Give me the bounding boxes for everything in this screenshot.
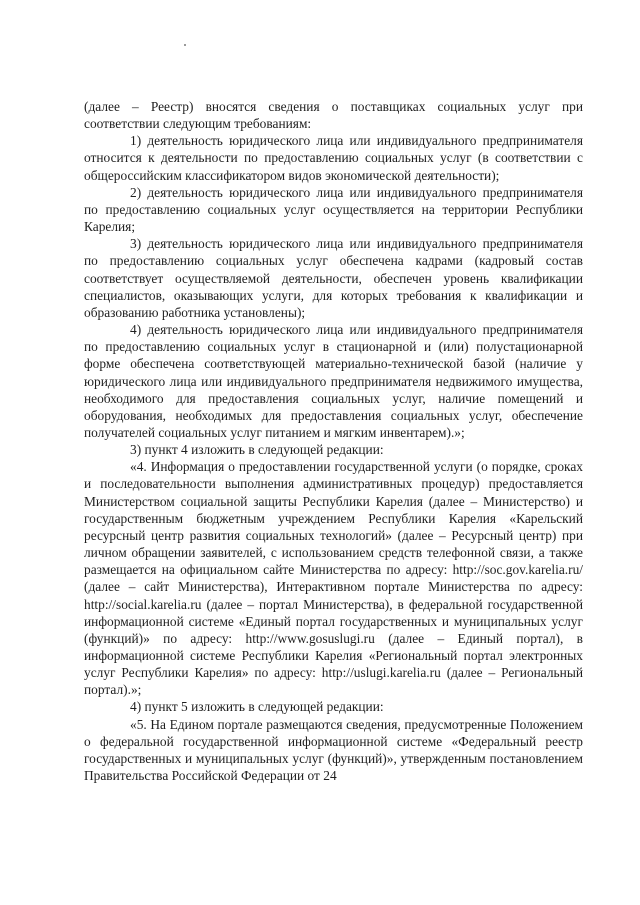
document-text bbox=[84, 98, 583, 784]
amendment-item-3: 3) пункт 4 изложить в следующей редакции: bbox=[130, 442, 384, 458]
amendment-item-4: 4) пункт 5 изложить в следующей редакции: bbox=[130, 699, 384, 715]
paragraph-registry-intro: (далее – Реестр) вносятся сведения о поставщиках социальных услуг при соответствии следующим требованиям: bbox=[84, 99, 583, 132]
clause-5-text: «5. На Едином портале размещаются сведения, предусмотренные Положением о федеральной государственной информационной системе «Федеральный реестр государственных и муниципальных услуг (функций)», утвержденным постановлением Правительства Российской Федерации от 24 bbox=[84, 716, 583, 784]
requirement-3: 3) деятельность юридического лица или индивидуального предпринимателя по предоставлению социальных услуг обеспечена кадрами (кадровый состав соответствует осуществляемой деятельности, обеспечен уровень квалификации специалистов, оказывающих услуги, для которых требования к квалификации и образованию работника установлены); bbox=[84, 236, 583, 320]
clause-4-text: «4. Информация о предоставлении государственной услуги (о порядке, сроках и последовательности выполнения административных процедур) предоставляется Министерством социальной защиты Республики Карелия (далее – Министерство) и государственным бюджетным учреждением Республики Карелия «Карельский ресурсный центр развития социальных технологий» (далее – Ресурсный центр) при личном обращении заявителей, с использованием средств телефонной связи, а также размещается на официальном сайте Министерства по адресу: http://soc.gov.karelia.ru/ (далее – сайт Министерства), Интерактивном портале Министерства по адресу: http://social.karelia.ru (далее – портал Министерства), в федеральной государственной информационной системе «Единый портал государственных и муниципальных услуг (функций)» по адресу: http://www.gosuslugi.ru (далее – Единый портал), в информационной системе Республики Карелия «Региональный портал электронных услуг Республики Карелия» по адресу: http://uslugi.karelia.ru (далее – Региональный портал).»; bbox=[84, 459, 583, 698]
requirement-2: 2) деятельность юридического лица или индивидуального предпринимателя по предоставлению социальных услуг осуществляется на территории Республики Карелия; bbox=[84, 184, 583, 235]
requirement-1: 1) деятельность юридического лица или индивидуального предпринимателя относится к деятельности по предоставлению социальных услуг (в соответствии с общероссийским классификатором видов экономической деятельности); bbox=[84, 133, 583, 183]
requirement-4: 4) деятельность юридического лица или индивидуального предпринимателя по предоставлению социальных услуг в стационарной и (или) полустационарной форме обеспечена соответствующей материально-технической базой (наличие у юридического лица или индивидуального предпринимателя недвижимого имущества, необходимого для предоставления социальных услуг, наличие помещений и оборудования, необходимых для предоставления социальных услуг, обеспечение получателей социальных услуг питанием и мягким инвентарем).»; bbox=[84, 322, 583, 440]
scan-mark bbox=[184, 44, 186, 46]
